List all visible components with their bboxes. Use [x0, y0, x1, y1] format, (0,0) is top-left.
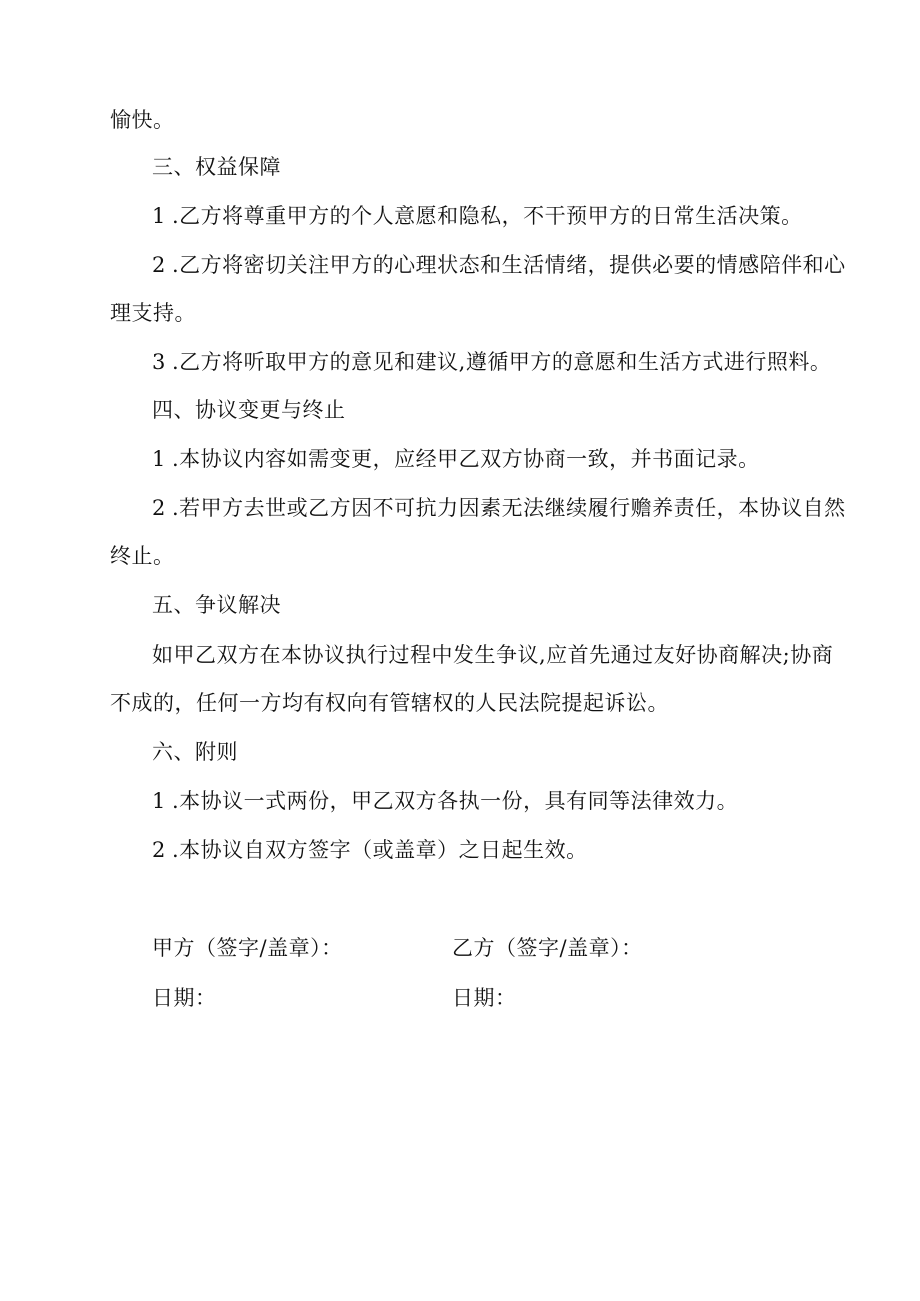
party-b-signature-label: 乙方（签字/盖章）：	[452, 936, 643, 960]
section-heading-amendment: 四、协议变更与终止	[152, 398, 346, 422]
item-text: .本协议自双方签字（或盖章）之日起生效。	[172, 838, 588, 862]
item-number: 2	[152, 496, 166, 520]
item-text: .本协议一式两份，甲乙双方各执一份，具有同等法律效力。	[172, 789, 739, 813]
item-number: 1	[152, 447, 166, 471]
item-number: 3	[152, 350, 166, 374]
list-item	[152, 835, 588, 865]
item-text: .本协议内容如需变更，应经甲乙双方协商一致，并书面记录。	[172, 447, 760, 471]
list-item	[152, 444, 760, 474]
list-item	[152, 250, 846, 280]
list-item	[152, 347, 831, 377]
item-text-continuation: 理支持。	[110, 301, 196, 325]
item-number: 1	[152, 204, 166, 228]
item-number: 2	[152, 253, 166, 277]
party-a-signature-label: 甲方（签字/盖章）：	[152, 936, 343, 960]
paragraph-line: 不成的，任何一方均有权向有管辖权的人民法院提起诉讼。	[110, 691, 669, 715]
list-item	[152, 201, 803, 231]
item-text: .乙方将尊重甲方的个人意愿和隐私，不干预甲方的日常生活决策。	[172, 204, 803, 228]
list-item	[152, 786, 738, 816]
item-text-continuation: 终止。	[110, 544, 175, 568]
party-b-date-label: 日期：	[452, 986, 517, 1010]
item-text: .乙方将听取甲方的意见和建议,遵循甲方的意愿和生活方式进行照料。	[172, 350, 832, 374]
section-heading-supplementary: 六、附则	[152, 740, 238, 764]
item-text: .乙方将密切关注甲方的心理状态和生活情绪，提供必要的情感陪伴和心	[172, 253, 846, 277]
list-item	[152, 493, 846, 523]
item-text: .若甲方去世或乙方因不可抗力因素无法继续履行赡养责任，本协议自然	[172, 496, 846, 520]
section-heading-dispute: 五、争议解决	[152, 593, 281, 617]
paragraph-line: 如甲乙双方在本协议执行过程中发生争议,应首先通过友好协商解决;协商	[152, 643, 834, 667]
item-number: 1	[152, 789, 166, 813]
intro-continuation: 愉快。	[110, 108, 175, 132]
party-a-date-label: 日期：	[152, 986, 217, 1010]
section-heading-rights: 三、权益保障	[152, 155, 281, 179]
item-number: 2	[152, 838, 166, 862]
